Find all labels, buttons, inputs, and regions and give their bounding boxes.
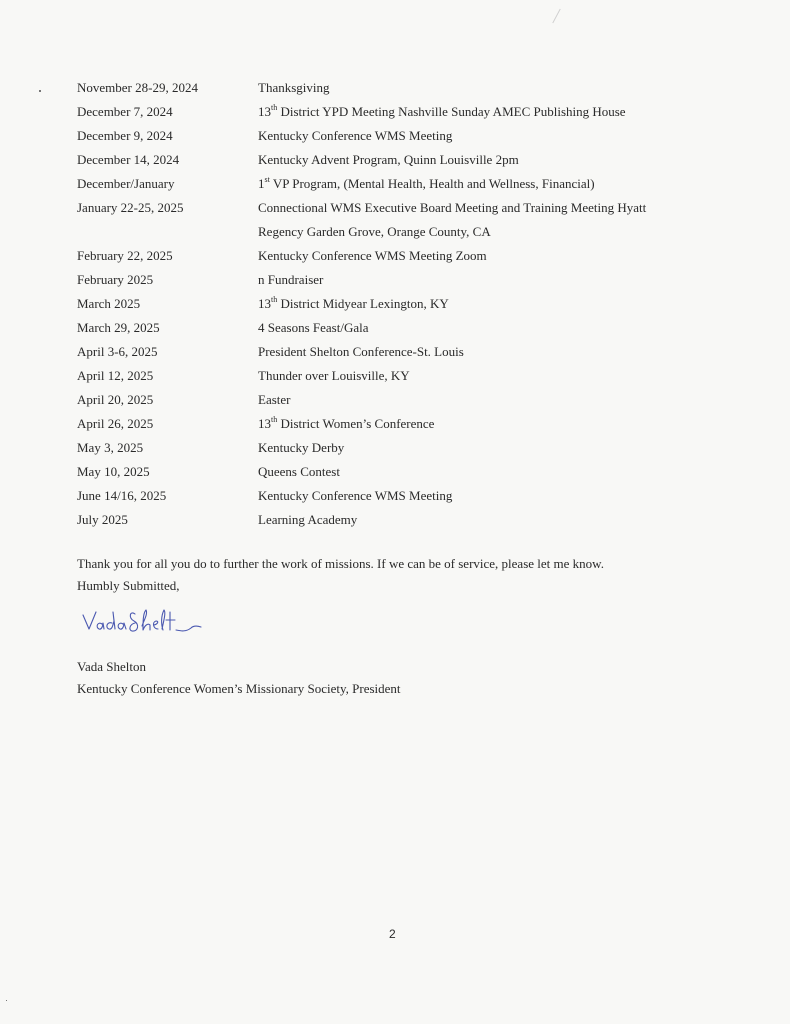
scan-speck [39, 90, 41, 92]
scan-line [552, 9, 560, 24]
event-date: March 29, 2025 [77, 320, 160, 335]
schedule-row [77, 100, 767, 124]
event-text: Easter [258, 392, 291, 407]
closing-thanks: Thank you for all you do to further the work of missions. If we can be of service, please let me know. [77, 556, 604, 571]
signer-name: Vada Shelton [77, 659, 146, 674]
event-description [258, 508, 767, 532]
event-line [258, 412, 767, 436]
schedule-row [77, 508, 767, 532]
event-line [258, 316, 767, 340]
event-date: June 14/16, 2025 [77, 488, 167, 503]
event-description [258, 148, 767, 172]
schedule-row [77, 484, 767, 508]
event-description [258, 124, 767, 148]
schedule-row [77, 436, 767, 460]
event-text: VP Program, (Mental Health, Health and Wellness, Financial) [269, 176, 595, 191]
event-text: Kentucky Derby [258, 440, 345, 455]
event-description [258, 244, 767, 268]
event-text: Queens Contest [258, 464, 340, 479]
event-description [258, 76, 767, 100]
event-date: April 26, 2025 [77, 416, 154, 431]
event-description [258, 268, 767, 292]
event-text: Kentucky Conference WMS Meeting [258, 128, 453, 143]
schedule-row [77, 340, 767, 364]
schedule-row [77, 268, 767, 292]
event-description [258, 436, 767, 460]
event-text: District Women’s Conference [277, 416, 435, 431]
event-line [258, 460, 767, 484]
event-date: March 2025 [77, 296, 141, 311]
event-line [258, 436, 767, 460]
schedule-row [77, 388, 767, 412]
event-line [258, 268, 767, 292]
event-description [258, 388, 767, 412]
event-date: May 3, 2025 [77, 440, 144, 455]
closing-section [77, 553, 604, 597]
event-date: February 22, 2025 [77, 248, 173, 263]
schedule-row [77, 364, 767, 388]
event-description [258, 316, 767, 340]
event-date: April 12, 2025 [77, 368, 154, 383]
event-line [258, 172, 767, 196]
event-line [258, 292, 767, 316]
event-line [258, 364, 767, 388]
event-text: Learning Academy [258, 512, 358, 527]
schedule-row [77, 244, 767, 268]
closing-submitted: Humbly Submitted, [77, 578, 180, 593]
event-date: December 14, 2024 [77, 152, 180, 167]
schedule-row [77, 460, 767, 484]
event-description [258, 412, 767, 436]
event-description [258, 484, 767, 508]
event-ordinal: 13 [258, 296, 271, 311]
event-line [258, 196, 767, 220]
schedule-row [77, 196, 767, 244]
event-line [258, 220, 767, 244]
event-line [258, 100, 767, 124]
event-ordinal: 1 [258, 176, 265, 191]
event-ordinal-suffix: th [271, 294, 278, 304]
event-text: Regency Garden Grove, Orange County, CA [258, 224, 491, 239]
event-date: December 7, 2024 [77, 104, 173, 119]
schedule-row [77, 76, 767, 100]
event-date: February 2025 [77, 272, 154, 287]
event-text: Connectional WMS Executive Board Meeting and Training Meeting Hyatt [258, 200, 647, 215]
event-description [258, 292, 767, 316]
signer-block [77, 656, 401, 700]
schedule-row [77, 412, 767, 436]
event-date: November 28-29, 2024 [77, 80, 198, 95]
event-date: December 9, 2024 [77, 128, 173, 143]
event-text: Thanksgiving [258, 80, 330, 95]
handwritten-signature [80, 606, 205, 642]
event-line [258, 124, 767, 148]
event-line [258, 148, 767, 172]
event-date: July 2025 [77, 512, 128, 527]
event-line [258, 484, 767, 508]
event-date: April 3-6, 2025 [77, 344, 158, 359]
event-text: Kentucky Conference WMS Meeting Zoom [258, 248, 487, 263]
schedule-row [77, 148, 767, 172]
event-description [258, 196, 767, 244]
event-description [258, 340, 767, 364]
event-date: January 22-25, 2025 [77, 200, 184, 215]
page-number: 2 [389, 927, 396, 941]
event-text: Thunder over Louisville, KY [258, 368, 410, 383]
event-line [258, 388, 767, 412]
event-ordinal-suffix: th [271, 102, 278, 112]
event-date: April 20, 2025 [77, 392, 154, 407]
event-ordinal: 13 [258, 104, 271, 119]
event-line [258, 340, 767, 364]
event-description [258, 364, 767, 388]
event-date: May 10, 2025 [77, 464, 150, 479]
event-text: District YPD Meeting Nashville Sunday AMEC Publishing House [277, 104, 626, 119]
event-description [258, 100, 767, 124]
event-description [258, 460, 767, 484]
signer-title: Kentucky Conference Women’s Missionary Society, President [77, 681, 401, 696]
event-ordinal-suffix: st [264, 174, 270, 184]
event-text: Kentucky Advent Program, Quinn Louisville 2pm [258, 152, 519, 167]
event-text: President Shelton Conference-St. Louis [258, 344, 464, 359]
event-description [258, 172, 767, 196]
event-text: 4 Seasons Feast/Gala [258, 320, 369, 335]
scan-speck [6, 1000, 7, 1001]
event-text: Kentucky Conference WMS Meeting [258, 488, 453, 503]
event-line [258, 76, 767, 100]
event-ordinal-suffix: th [271, 414, 278, 424]
schedule-row [77, 172, 767, 196]
event-text: n Fundraiser [258, 272, 324, 287]
schedule-row [77, 316, 767, 340]
schedule-row [77, 124, 767, 148]
event-text: District Midyear Lexington, KY [277, 296, 449, 311]
event-ordinal: 13 [258, 416, 271, 431]
schedule-row [77, 292, 767, 316]
event-line [258, 244, 767, 268]
events-schedule [77, 76, 767, 532]
event-date: December/January [77, 176, 175, 191]
event-line [258, 508, 767, 532]
